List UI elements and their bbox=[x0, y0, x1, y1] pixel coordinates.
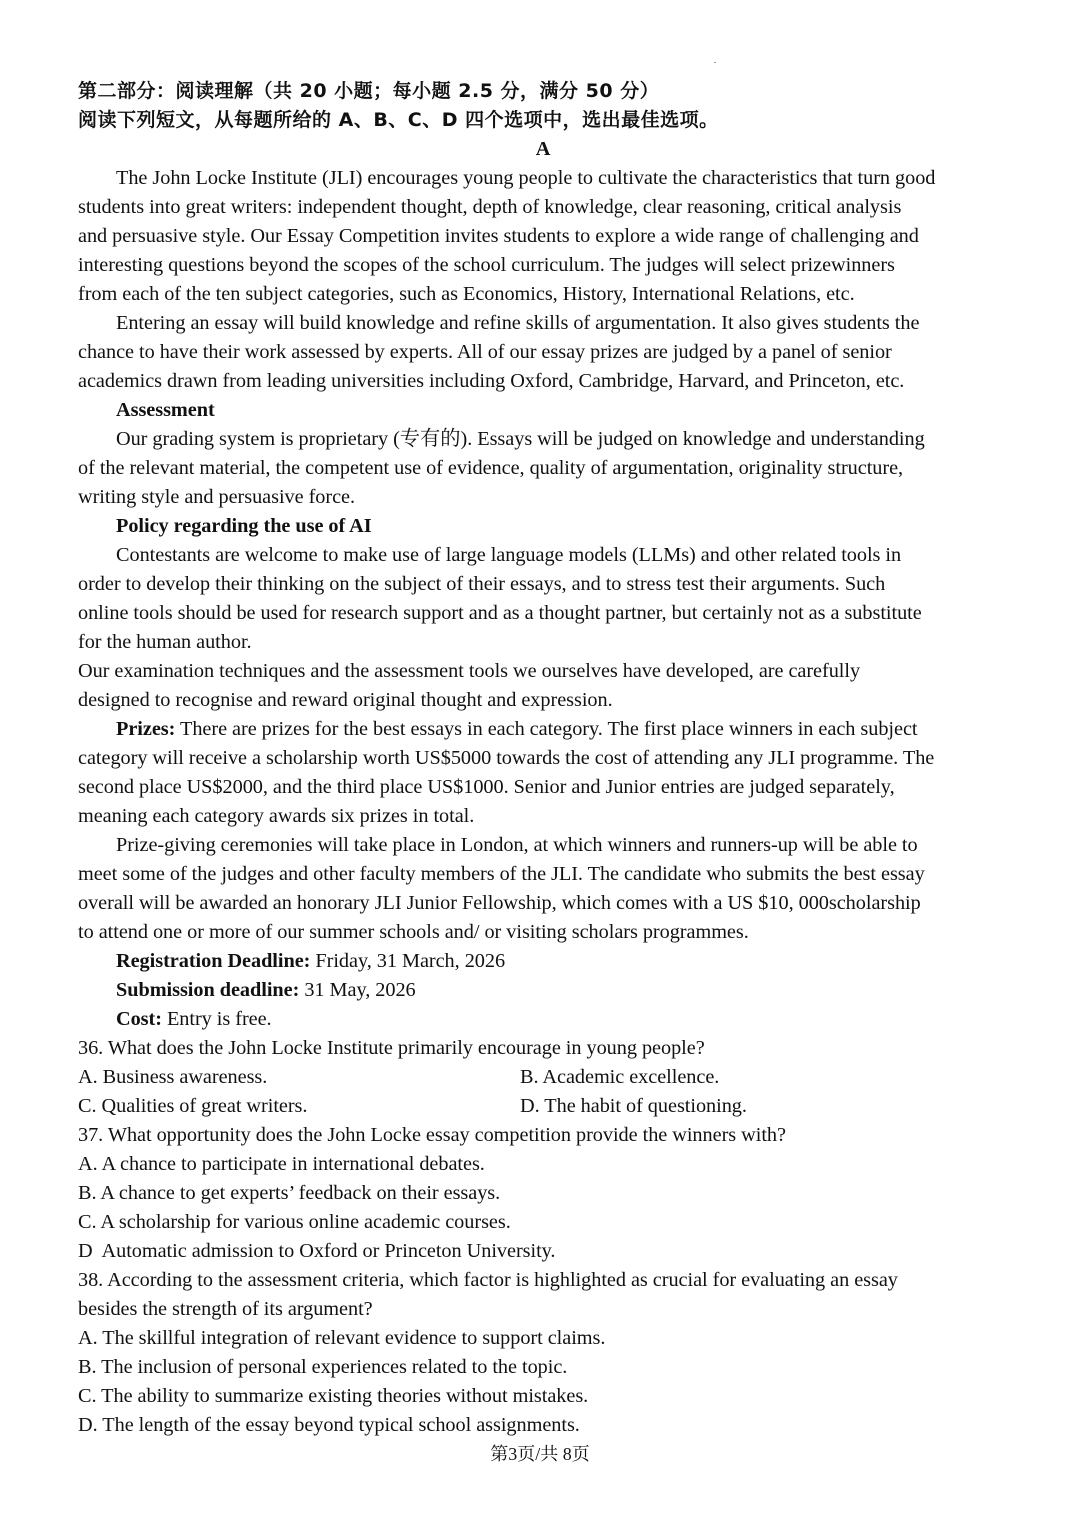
text-line: Entering an essay will build knowledge and refine skills of argumentation. It also gives students the bbox=[116, 312, 920, 334]
text-line: order to develop their thinking on the subject of their essays, and to stress test their arguments. Such bbox=[78, 573, 886, 595]
question-stem: 38. According to the assessment criteria, which factor is highlighted as crucial for evaluating an essay bbox=[78, 1269, 898, 1291]
text-line: online tools should be used for research support and as a thought partner, but certainly not as a substitute bbox=[78, 602, 922, 624]
option-c[interactable]: C. The ability to summarize existing theories without mistakes. bbox=[78, 1385, 589, 1407]
question-stem: 37. What opportunity does the John Locke essay competition provide the winners with? bbox=[78, 1124, 786, 1146]
text-line: Contestants are welcome to make use of large language models (LLMs) and other related tools in bbox=[116, 544, 902, 566]
text-line: category will receive a scholarship worth US$5000 towards the cost of attending any JLI programme. The bbox=[78, 747, 935, 769]
option-a[interactable]: A. The skillful integration of relevant evidence to support claims. bbox=[78, 1327, 606, 1349]
text-line bbox=[78, 715, 1008, 744]
text-line: Our examination techniques and the assessment tools we ourselves have developed, are carefully bbox=[78, 660, 861, 682]
option-d[interactable]: D Automatic admission to Oxford or Princeton University. bbox=[78, 1240, 556, 1262]
submission-deadline bbox=[78, 976, 1008, 1005]
option-c[interactable]: C. Qualities of great writers. bbox=[78, 1095, 308, 1117]
option-b[interactable]: B. Academic excellence. bbox=[520, 1066, 720, 1088]
section-heading: 第二部分：阅读理解（共 20 小题；每小题 2.5 分，满分 50 分） bbox=[78, 80, 660, 102]
text-line: writing style and persuasive force. bbox=[78, 486, 356, 508]
text-line: from each of the ten subject categories, such as Economics, History, International Relations, etc. bbox=[78, 283, 855, 305]
cost-value: Entry is free. bbox=[161, 1008, 272, 1030]
intro-paragraph bbox=[78, 164, 1008, 309]
question-38 bbox=[78, 1266, 1008, 1440]
exam-page bbox=[78, 77, 1008, 1440]
examination-paragraph bbox=[78, 657, 1008, 715]
registration-value: Friday, 31 March, 2026 bbox=[310, 950, 506, 972]
text-line: and persuasive style. Our Essay Competition invites students to explore a wide range of challenging and bbox=[78, 225, 919, 247]
ai-policy-heading: Policy regarding the use of AI bbox=[116, 515, 372, 537]
text-line: Our grading system is proprietary (专有的). Essays will be judged on knowledge and understanding bbox=[116, 428, 925, 450]
text-line: to attend one or more of our summer schools and/ or visiting scholars programmes. bbox=[78, 921, 749, 943]
section-instructions: 阅读下列短文，从每题所给的 A、B、C、D 四个选项中，选出最佳选项。 bbox=[78, 109, 719, 131]
passage-label: A bbox=[535, 138, 551, 160]
text-line: second place US$2000, and the third place US$1000. Senior and Junior entries are judged separately, bbox=[78, 776, 895, 798]
option-row bbox=[78, 1092, 1008, 1121]
text-line: meet some of the judges and other faculty members of the JLI. The candidate who submits the best essay bbox=[78, 863, 925, 885]
submission-label: Submission deadline: bbox=[116, 979, 300, 1001]
text-line: The John Locke Institute (JLI) encourages young people to cultivate the characteristics that turn good bbox=[116, 167, 936, 189]
question-36 bbox=[78, 1034, 1008, 1121]
ceremony-paragraph bbox=[78, 831, 1008, 947]
option-b[interactable]: B. The inclusion of personal experiences related to the topic. bbox=[78, 1356, 568, 1378]
option-a[interactable]: A. A chance to participate in international debates. bbox=[78, 1153, 485, 1175]
question-stem: 36. What does the John Locke Institute primarily encourage in young people? bbox=[78, 1037, 705, 1059]
text-line: overall will be awarded an honorary JLI Junior Fellowship, which comes with a US $10, 000scholarship bbox=[78, 892, 921, 914]
question-37 bbox=[78, 1121, 1008, 1266]
text-line: students into great writers: independent thought, depth of knowledge, clear reasoning, critical analysis bbox=[78, 196, 902, 218]
prizes-label: Prizes: bbox=[116, 718, 176, 740]
option-b[interactable]: B. A chance to get experts’ feedback on their essays. bbox=[78, 1182, 501, 1204]
assessment-paragraph bbox=[78, 425, 1008, 512]
text-line: Prize-giving ceremonies will take place in London, at which winners and runners-up will be able to bbox=[116, 834, 918, 856]
text-line: chance to have their work assessed by experts. All of our essay prizes are judged by a panel of senior bbox=[78, 341, 892, 363]
text-line: academics drawn from leading universities including Oxford, Cambridge, Harvard, and Princeton, etc. bbox=[78, 370, 905, 392]
option-d[interactable]: D. The habit of questioning. bbox=[520, 1095, 747, 1117]
registration-deadline bbox=[78, 947, 1008, 976]
text-line: interesting questions beyond the scopes of the school curriculum. The judges will select prizewinners bbox=[78, 254, 895, 276]
option-a[interactable]: A. Business awareness. bbox=[78, 1066, 268, 1088]
cost bbox=[78, 1005, 1008, 1034]
registration-label: Registration Deadline: bbox=[116, 950, 311, 972]
submission-value: 31 May, 2026 bbox=[299, 979, 416, 1001]
assessment-heading: Assessment bbox=[116, 399, 215, 421]
question-stem-continued: besides the strength of its argument? bbox=[78, 1298, 373, 1320]
text-line: meaning each category awards six prizes in total. bbox=[78, 805, 475, 827]
scan-speck bbox=[714, 62, 716, 63]
option-d[interactable]: D. The length of the essay beyond typical school assignments. bbox=[78, 1414, 580, 1436]
prizes-paragraph bbox=[78, 715, 1008, 831]
entering-paragraph bbox=[78, 309, 1008, 396]
text-line: of the relevant material, the competent use of evidence, quality of argumentation, originality structure, bbox=[78, 457, 904, 479]
prizes-text: There are prizes for the best essays in each category. The first place winners in each subject bbox=[175, 718, 918, 740]
option-row bbox=[78, 1063, 1008, 1092]
ai-policy-paragraph bbox=[78, 541, 1008, 657]
text-line: for the human author. bbox=[78, 631, 252, 653]
text-line: designed to recognise and reward original thought and expression. bbox=[78, 689, 613, 711]
cost-label: Cost: bbox=[116, 1008, 162, 1030]
page-indicator: 第3页/共 8页 bbox=[490, 1444, 590, 1464]
option-c[interactable]: C. A scholarship for various online academic courses. bbox=[78, 1211, 511, 1233]
